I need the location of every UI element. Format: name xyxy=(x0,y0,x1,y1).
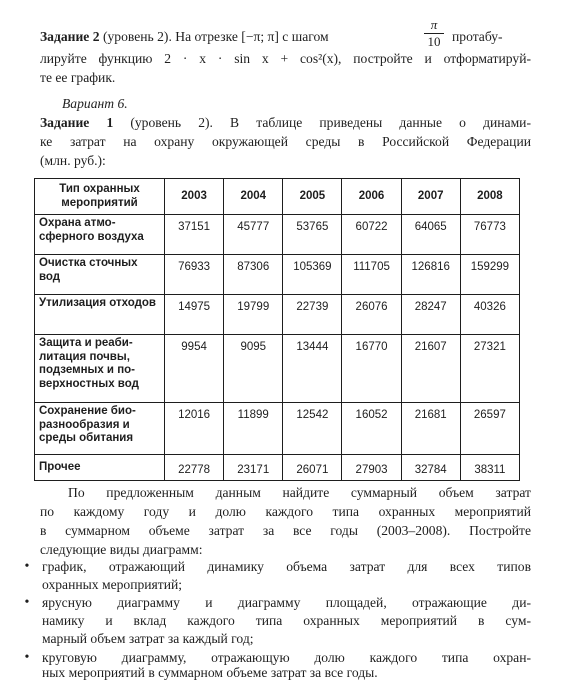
row-label: Очистка сточных вод xyxy=(35,255,165,295)
table-header-row xyxy=(35,179,520,215)
cell-value: 16052 xyxy=(342,403,401,455)
bullet2-line3: марный объем затрат за каждый год; xyxy=(42,631,254,646)
body-line2: по каждому году и долю каждого типа охранных мероприятий xyxy=(40,504,531,519)
header-year: 2006 xyxy=(342,179,401,215)
task1-line3: (млн. руб.): xyxy=(40,153,106,168)
table-row xyxy=(35,255,520,295)
bullet1-line1: график, отражающий динамику объема затрат для всех типов xyxy=(42,559,531,574)
task1-line1 xyxy=(40,114,531,132)
row-label: Прочее xyxy=(35,455,165,481)
task2-line1 xyxy=(40,28,329,46)
header-year: 2008 xyxy=(460,179,519,215)
fraction-denominator: 10 xyxy=(427,34,441,49)
cell-value: 26076 xyxy=(342,295,401,335)
cell-value: 45777 xyxy=(224,215,283,255)
bullet1-line2: охранных мероприятий; xyxy=(42,577,183,592)
bullet2-line2: намику и вклад каждого типа охранных мероприятий в сум- xyxy=(42,613,531,628)
bullet-icon: • xyxy=(24,595,30,610)
cell-value: 27903 xyxy=(342,455,401,481)
fraction-numerator: π xyxy=(430,17,438,32)
header-year: 2004 xyxy=(224,179,283,215)
task1-label: Задание 1 xyxy=(40,115,114,130)
cell-value: 40326 xyxy=(460,295,519,335)
cell-value: 159299 xyxy=(460,255,519,295)
bullet3-line2: ных мероприятий в суммарном объеме затрат за все годы. xyxy=(42,665,378,680)
cell-value: 23171 xyxy=(224,455,283,481)
cell-value: 38311 xyxy=(460,455,519,481)
cell-value: 21681 xyxy=(401,403,460,455)
cell-value: 105369 xyxy=(283,255,342,295)
body-line1: По предложенным данным найдите суммарный объем затрат xyxy=(68,485,531,500)
table-row xyxy=(35,215,520,255)
cell-value: 12016 xyxy=(165,403,224,455)
bullet3-line1: круговую диаграмму, отражающую долю каждого типа охран- xyxy=(42,650,531,665)
table-row xyxy=(35,455,520,481)
row-label: Защита и реаби-литация почвы, подземных и по-верхностных вод xyxy=(35,335,165,403)
cell-value: 14975 xyxy=(165,295,224,335)
cell-value: 26597 xyxy=(460,403,519,455)
cell-value: 9954 xyxy=(165,335,224,403)
cell-value: 12542 xyxy=(283,403,342,455)
cell-value: 27321 xyxy=(460,335,519,403)
header-type: Тип охранных мероприятий xyxy=(35,179,165,215)
cell-value: 32784 xyxy=(401,455,460,481)
task2-line1-text: На отрезке [−π; π] с шагом xyxy=(175,29,329,44)
cell-value: 19799 xyxy=(224,295,283,335)
cell-value: 87306 xyxy=(224,255,283,295)
cell-value: 53765 xyxy=(283,215,342,255)
task2-label: Задание 2 xyxy=(40,29,100,44)
table-row xyxy=(35,403,520,455)
task2-level: (уровень 2). xyxy=(102,29,172,44)
body-line4: следующие виды диаграмм: xyxy=(40,542,203,557)
cell-value: 126816 xyxy=(401,255,460,295)
cell-value: 37151 xyxy=(165,215,224,255)
environmental-costs-table xyxy=(34,178,520,481)
cell-value: 11899 xyxy=(224,403,283,455)
task1-line1-text: (уровень 2). В таблице приведены данные о динами- xyxy=(130,115,531,130)
table-row xyxy=(35,295,520,335)
cell-value: 26071 xyxy=(283,455,342,481)
header-year: 2003 xyxy=(165,179,224,215)
cell-value: 13444 xyxy=(283,335,342,403)
bullet-icon: • xyxy=(24,650,30,665)
bullet2-line1: ярусную диаграмму и диаграмму площадей, отражающие ди- xyxy=(42,595,531,610)
cell-value: 16770 xyxy=(342,335,401,403)
cell-value: 22778 xyxy=(165,455,224,481)
task1-line2: ке затрат на охрану окружающей среды в Российской Федерации xyxy=(40,134,531,149)
cell-value: 76773 xyxy=(460,215,519,255)
header-year: 2007 xyxy=(401,179,460,215)
header-year: 2005 xyxy=(283,179,342,215)
bullet-icon: • xyxy=(24,559,30,574)
cell-value: 111705 xyxy=(342,255,401,295)
row-label: Утилизация отходов xyxy=(35,295,165,335)
cell-value: 60722 xyxy=(342,215,401,255)
cell-value: 21607 xyxy=(401,335,460,403)
row-label: Сохранение био-разнообразия и среды обитания xyxy=(35,403,165,455)
task2-line1-end: протабу- xyxy=(452,29,503,44)
cell-value: 28247 xyxy=(401,295,460,335)
task2-line3: те ее график. xyxy=(40,70,116,85)
task2-line2: лируйте функцию 2 · x · sin x + cos²(x), постройте и отформатируй- xyxy=(40,51,531,66)
table-row xyxy=(35,335,520,403)
cell-value: 64065 xyxy=(401,215,460,255)
cell-value: 22739 xyxy=(283,295,342,335)
variant-heading: Вариант 6. xyxy=(62,96,128,111)
row-label: Охрана атмо-сферного воздуха xyxy=(35,215,165,255)
cell-value: 76933 xyxy=(165,255,224,295)
step-fraction xyxy=(424,18,444,49)
cell-value: 9095 xyxy=(224,335,283,403)
body-line3: в суммарном объеме затрат за все годы (2003–2008). Постройте xyxy=(40,523,531,538)
